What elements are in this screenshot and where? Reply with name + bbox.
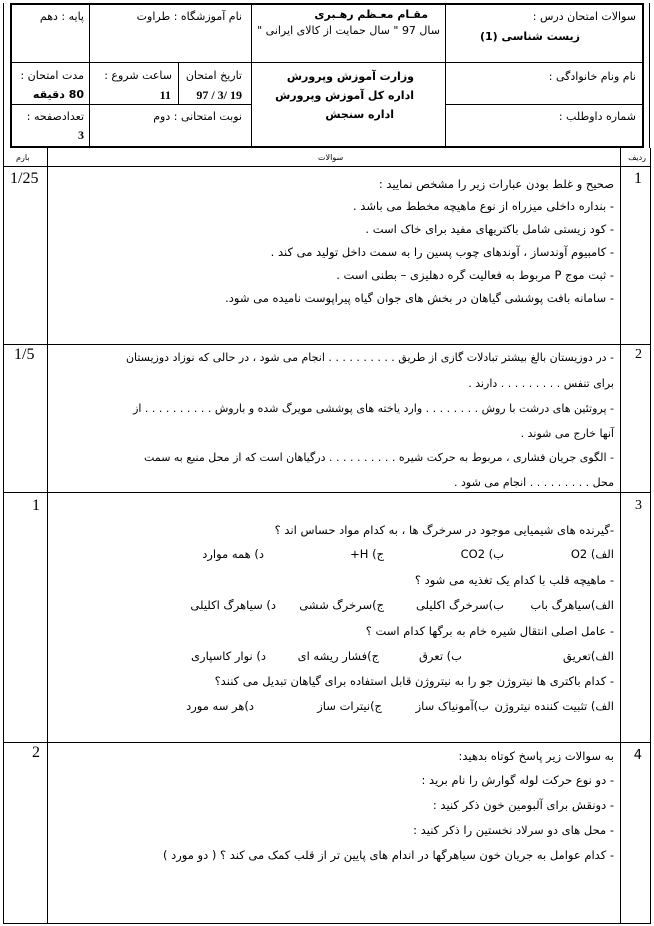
mcq-question: - کدام باکتری ها نیتروژن جو را به نیتروژن قابل استفاده برای گیاهان تبدیل می کنند؟ — [214, 674, 614, 688]
column-header-questions: سوالات — [318, 153, 344, 162]
mcq-option[interactable]: الف)سیاهرگ باب — [530, 598, 614, 612]
mcq-option[interactable]: ج)سرخرگ ششی — [299, 598, 384, 612]
question-score: 1 — [32, 497, 40, 514]
mcq-option[interactable]: ب) CO2 — [460, 547, 504, 561]
mcq-option[interactable]: الف) تثبیت کننده نیتروژن — [494, 699, 614, 713]
ministry-line-1: وزارت آموزش وپرورش — [286, 70, 414, 83]
exam-date: 97 / 3/ 19 — [196, 88, 242, 102]
short-answer-item: - دو نوع حرکت لوله گوارش را نام برید : — [421, 773, 614, 787]
mcq-option[interactable]: د) همه موارد — [202, 547, 264, 561]
candidate-number-field[interactable] — [446, 124, 636, 144]
mcq-option[interactable]: الف)تعریق — [563, 649, 614, 663]
mcq-option[interactable]: الف) O2 — [570, 547, 614, 561]
mcq-question: - عامل اصلی انتقال شیره خام به برگها کدام است ؟ — [365, 624, 614, 638]
start-time: 11 — [159, 88, 171, 102]
question-number: 4 — [633, 748, 642, 763]
mcq-option[interactable]: ب) تعرق — [419, 649, 462, 663]
question-score: 2 — [32, 744, 40, 761]
question-score: 1/5 — [14, 346, 35, 363]
short-answer-item: - محل های دو سرلاد نخستین را ذکر کنید : — [413, 823, 614, 837]
ministry-line-2: اداره کل آموزش وپرورش — [275, 89, 414, 102]
course-name: زیست شناسی (1) — [479, 30, 580, 43]
mcq-question: - ماهیچه قلب با کدام یک تغذیه می شود ؟ — [414, 573, 614, 587]
statement: - بنداره داخلی میزراه از نوع ماهیچه مخطط می باشد . — [352, 199, 614, 213]
duration-label: مدت امتحان : — [20, 69, 84, 82]
mcq-option[interactable]: ج)فشار ریشه ای — [297, 649, 379, 663]
year-slogan: سال 97 " سال حمایت از کالای ایرانی " — [257, 24, 440, 37]
duration: 80 دقیقه — [32, 88, 84, 101]
student-name-field[interactable] — [446, 84, 636, 102]
statement: - ثبت موج P مربوط به فعالیت گره دهلیزی – بطنی است . — [336, 268, 614, 282]
start-time-label: ساعت شروع : — [104, 69, 172, 82]
mcq-option[interactable]: ج)نیترات ساز — [317, 699, 382, 713]
statement: - کامبیوم آوندساز ، آوندهای چوب پسین را به سمت داخل تولید می کند . — [270, 245, 614, 259]
school-name: نام آموزشگاه : طراوت — [136, 10, 242, 23]
exam-date-label: تاریخ امتحان — [185, 69, 242, 82]
fill-blank-line: برای تنفس . . . . . . . . . دارند . — [468, 377, 614, 390]
page-count-label: تعدادصفحه : — [26, 110, 84, 123]
mcq-option[interactable]: د)هر سه مورد — [186, 699, 254, 713]
mcq-option[interactable]: ب)آمونیاک ساز — [415, 699, 489, 713]
fill-blank-line: آنها خارج می شوند . — [520, 427, 614, 440]
mcq-question: -گیرنده های شیمیایی موجود در سرخرگ ها ، به کدام مواد حساس اند ؟ — [274, 523, 614, 537]
student-name-label: نام ونام خانوادگی : — [548, 70, 636, 83]
grade: پایه : دهم — [39, 10, 84, 23]
statement: - کود زیستی شامل باکتریهای مفید برای خاک است . — [365, 222, 614, 236]
fill-blank-line: - الگوی جریان فشاری ، مربوط به حرکت شیره . . . . . . . . . . درگیاهان است که از محل منبع به سمت — [144, 451, 614, 464]
fill-blank-line: - پروتئین های درشت با روش . . . . . . . . وارد یاخته های پوششی مویرگ شده و باروش . . . . . . . . . . از — [133, 402, 614, 415]
fill-blank-line: - در دوزیستان بالغ بیشتر تبادلات گازی از طریق . . . . . . . . . . انجام می شود ، در حالی که نوزاد دوزیستان — [125, 351, 614, 364]
column-header-row: ردیف — [628, 153, 646, 162]
question-number: 3 — [635, 498, 642, 513]
mcq-option[interactable]: ج) H+ — [350, 547, 384, 561]
statement: - سامانه بافت پوششی گیاهان در بخش های جوان گیاه پیراپوست نامیده می شود. — [225, 291, 614, 305]
exam-header — [0, 0, 654, 148]
mcq-option[interactable]: د) سیاهرگ اکلیلی — [190, 598, 276, 612]
question-text: به سوالات زیر پاسخ کوتاه بدهید: — [458, 749, 614, 763]
course-label: سوالات امتحان درس : — [532, 10, 636, 23]
question-score: 1/25 — [10, 170, 39, 187]
question-number: 2 — [635, 347, 642, 362]
page-count: 3 — [78, 128, 84, 142]
mcq-option[interactable]: د) نوار کاسپاری — [191, 649, 266, 663]
candidate-number-label: شماره داوطلب : — [558, 110, 636, 123]
fill-blank-line: محل . . . . . . . . . انجام می شود . — [454, 476, 614, 489]
mcq-option[interactable]: ب)سرخرگ اکلیلی — [415, 598, 504, 612]
question-number: 1 — [634, 170, 642, 187]
short-answer-item: - کدام عوامل به جریان خون سیاهرگها در اندام های پایین تر از قلب کمک می کند ؟ ( دو مورد ) — [162, 848, 614, 862]
short-answer-item: - دونقش برای آلبومین خون ذکر کنید : — [432, 798, 614, 812]
column-header-score: بارم — [16, 153, 30, 162]
question-text: صحیح و غلط بودن عبارات زیر را مشخص نمایید : — [378, 177, 614, 191]
exam-turn: نوبت امتحانی : دوم — [153, 110, 242, 123]
ministry-line-3: اداره سنجش — [325, 108, 394, 121]
leader-line: مقـام معـظم رهـبری — [314, 8, 428, 21]
